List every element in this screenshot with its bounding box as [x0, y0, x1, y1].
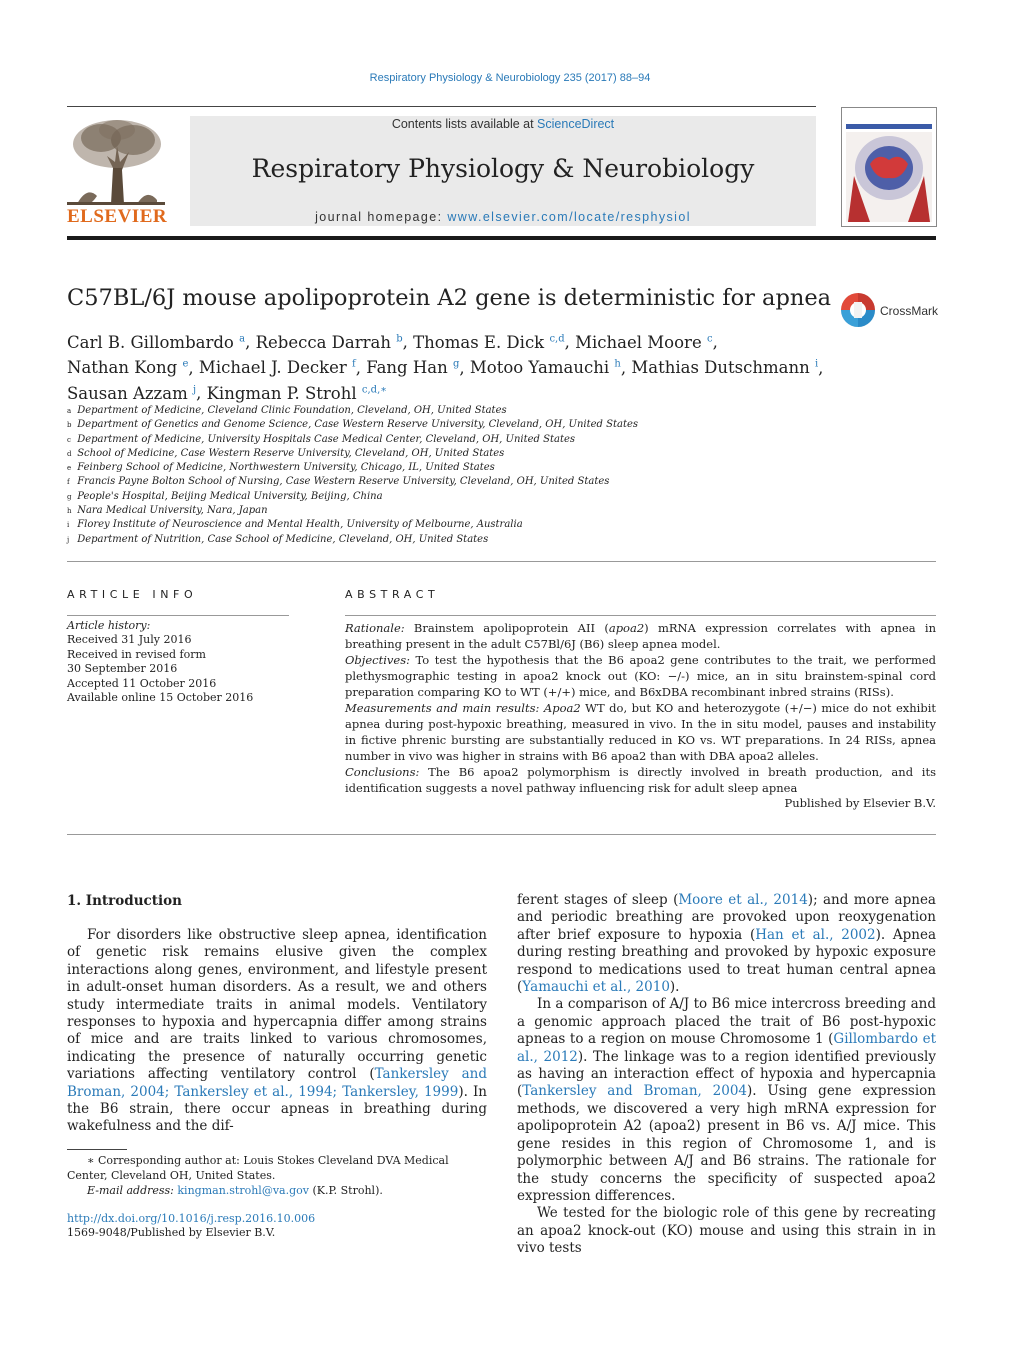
- crossmark-badge[interactable]: [840, 290, 940, 330]
- author[interactable]: Thomas E. Dick $^{c,d}$: [413, 332, 565, 352]
- history-item: Received in revised form: [67, 647, 206, 661]
- author[interactable]: Mathias Dutschmann $^i$: [631, 358, 819, 377]
- paragraph: In a comparison of A/J to B6 mice intercross breeding and a genomic approach placed the trait of B6 post-hypoxic apneas to a region on mouse Chromosome 1 (Gillombardo et al., 2012). The linkage was to a region identified previously as having an interaction effect of hypoxia and hypercapnia (Tankersley and Broman, 2004). Using gene expression methods, we discovered a very high mRNA expression for apolipoprotein A2 (apoa2) present in B6 vs. A/J mice. This gene resides in this region of Chromosome 1, and is polymorphic between A/J and B6 strains. The rationale for the study concerns the specificity of suspected apoa2 expression differences.: [517, 996, 936, 1204]
- affiliation: i Florey Institute of Neuroscience and Mental Health, University of Melbourne, Australia: [67, 519, 523, 531]
- affiliation: g People's Hospital, Beijing Medical University, Beijing, China: [67, 490, 383, 502]
- affiliation: c Department of Medicine, University Hospitals Case Medical Center, Cleveland, OH, United States: [67, 433, 576, 445]
- citation-link[interactable]: Tankersley and Broman, 2004; Tankersley et al., 1994; Tankersley, 1999: [67, 1066, 487, 1100]
- homepage-prefix: journal homepage:: [315, 210, 448, 224]
- footnote-rule: [67, 1149, 127, 1150]
- history-label: Article history:: [67, 619, 151, 632]
- published-by: Published by Elsevier B.V.: [784, 796, 936, 810]
- citation-link[interactable]: Han et al., 2002: [755, 926, 876, 943]
- doi-link[interactable]: http://dx.doi.org/10.1016/j.resp.2016.10.006: [67, 1212, 316, 1225]
- homepage-link[interactable]: www.elsevier.com/locate/resphysiol: [447, 210, 691, 224]
- affiliation: h Nara Medical University, Nara, Japan: [67, 505, 268, 517]
- history-item: Received 31 July 2016: [67, 633, 192, 647]
- abstract-rationale: Rationale: Brainstem apolipoprotein AII (apoa2) mRNA expression correlates with apnea in breathing present in the adult C57Bl/6J (B6) sleep apnea model.: [345, 621, 936, 651]
- elsevier-wordmark: ELSEVIER: [67, 206, 168, 227]
- paragraph: We tested for the biologic role of this gene by recreating an apoa2 knock-out (KO) mouse and using this strain in in vivo tests: [517, 1205, 936, 1257]
- header-top-rule: [67, 106, 816, 107]
- article-history: [67, 619, 297, 705]
- right-column-text: [517, 892, 936, 1258]
- corresponding-author: ∗ Corresponding author at: Louis Stokes Cleveland DVA Medical Center, Cleveland OH, United States.: [67, 1154, 449, 1182]
- citation-link[interactable]: Moore et al., 2014: [678, 892, 808, 908]
- author[interactable]: Motoo Yamauchi $^h$: [469, 358, 621, 377]
- article-info-rule: [67, 615, 289, 616]
- crossmark-label: CrossMark: [880, 304, 939, 318]
- article-title: C57BL/6J mouse apolipoprotein A2 gene is deterministic for apnea: [67, 285, 832, 311]
- abstract-conclusions: Conclusions: The B6 apoa2 polymorphism is directly involved in breath production, and its identification suggests a novel pathway influencing risk for adult sleep apnea: [345, 765, 936, 795]
- affiliation-list: [67, 404, 827, 547]
- affiliation: j Department of Nutrition, Case School of Medicine, Cleveland, OH, United States: [67, 533, 489, 545]
- journal-citation[interactable]: Respiratory Physiology & Neurobiology 235 (2017) 88–94: [369, 72, 651, 84]
- journal-cover-thumbnail[interactable]: [841, 107, 937, 227]
- left-column-text: [67, 927, 487, 1136]
- author[interactable]: Carl B. Gillombardo $^a$: [67, 332, 246, 352]
- history-item: Accepted 11 October 2016: [67, 676, 217, 690]
- issn-line: 1569-9048/Published by Elsevier B.V.: [67, 1226, 276, 1239]
- abstract-heading: ABSTRACT: [345, 588, 440, 601]
- section-divider: [67, 561, 936, 562]
- email-line: E-mail address: kingman.strohl@va.gov (K.P. Strohl).: [87, 1184, 383, 1197]
- introduction-heading: 1. Introduction: [67, 893, 182, 909]
- citation-link[interactable]: Yamauchi et al., 2010: [522, 979, 670, 996]
- author[interactable]: Michael Moore $^c$: [575, 332, 713, 352]
- author[interactable]: Nathan Kong $^e$: [67, 358, 189, 377]
- abstract-objectives: Objectives: To test the hypothesis that the B6 apoa2 gene contributes to the trait, we performed plethysmographic testing in apoa2 knock out (KO: −/-) mice, an in situ brainstem-spinal cord preparation comparing KO to WT (+/+) mice, and B6xDBA recombinant inbred strains (RISs).: [345, 653, 936, 699]
- author[interactable]: Sausan Azzam $^j$: [67, 383, 197, 403]
- contents-prefix: Contents lists available at: [391, 117, 538, 131]
- affiliation: b Department of Genetics and Genome Science, Case Western Reserve University, Cleveland, OH, United States: [67, 419, 639, 431]
- author-list: Carl B. Gillombardo $^a$, Rebecca Darrah $^b$, Thomas E. Dick $^{c,d}$, Michael Moore $^c$, Nathan Kong $^e$, Michael J. Decker $^f$, Fang Han $^g$, Motoo Yamauchi $^h$, Mathias Dutschmann $^i$, Sausan Azzam $^j$, Kingman P. Strohl $^{c,d,∗}$: [67, 332, 824, 403]
- elsevier-tree-icon: [67, 116, 165, 208]
- author[interactable]: Fang Han $^g$: [366, 358, 460, 377]
- author[interactable]: Kingman P. Strohl $^{c,d,∗}$: [206, 383, 388, 403]
- journal-cover-icon: [842, 108, 936, 226]
- elsevier-logo[interactable]: [67, 116, 168, 228]
- header-thick-rule: [67, 236, 936, 240]
- author[interactable]: Michael J. Decker $^f$: [198, 358, 356, 377]
- homepage-line: [190, 210, 816, 224]
- sciencedirect-link[interactable]: ScienceDirect: [537, 117, 615, 131]
- email-link[interactable]: kingman.strohl@va.gov: [177, 1184, 309, 1197]
- abstract-rule: [345, 615, 936, 616]
- section-divider: [67, 834, 936, 835]
- history-item: Available online 15 October 2016: [67, 691, 254, 705]
- affiliation: f Francis Payne Bolton School of Nursing, Case Western Reserve University, Cleveland, OH, United States: [67, 476, 610, 488]
- citation-link[interactable]: Gillombardo et al., 2012: [517, 1031, 936, 1065]
- citation-link[interactable]: Tankersley and Broman, 2004: [522, 1083, 748, 1100]
- paragraph: ferent stages of sleep (Moore et al., 2014); and more apnea and periodic breathing are provoked upon reoxygenation after brief exposure to hypoxia (Han et al., 2002). Apnea during resting breathing and provoked by hypoxic exposure respond to medications used to treat human central apnea (Yamauchi et al., 2010).: [517, 892, 936, 996]
- history-item: 30 September 2016: [67, 662, 178, 676]
- affiliation: a Department of Medicine, Cleveland Clinic Foundation, Cleveland, OH, United States: [67, 405, 507, 416]
- paragraph: For disorders like obstructive sleep apnea, identification of genetic risk remains elusive given the complex interactions along genes, environment, and lifestyle present in adult-onset human disorders. As a result, we and others study intermediate traits in animal models. Ventilatory responses to hypoxia and hypercapnia differ among strains of mice and are traits linked to various chromosomes, indicating the presence of naturally occurring genetic variations affecting ventilatory control (Tankersley and Broman, 2004; Tankersley et al., 1994; Tankersley, 1999). In the B6 strain, there occur apneas in breathing during wakefulness and the dif-: [67, 927, 487, 1135]
- contents-line: [190, 117, 816, 131]
- affiliation: e Feinberg School of Medicine, Northwestern University, Chicago, IL, United States: [67, 462, 495, 474]
- journal-title: Respiratory Physiology & Neurobiology: [251, 154, 755, 183]
- corresponding-author-footnote: [67, 1153, 487, 1198]
- abstract-body: [345, 620, 936, 796]
- author[interactable]: Rebecca Darrah $^b$: [255, 332, 403, 352]
- affiliation: d School of Medicine, Case Western Reserve University, Cleveland, OH, United States: [67, 447, 505, 459]
- article-info-heading: ARTICLE INFO: [67, 588, 198, 601]
- abstract-measurements: Measurements and main results: Apoa2 WT do, but KO and heterozygote (+/−) mice do not exhibit apnea during post-hypoxic breathing, measured in vivo. In the in situ model, pauses and instability in fictive phrenic bursting are substantially reduced in KO vs. WT preparations. In 24 RISs, apnea number in vivo was higher in strains with B6 apoa2 than with DBA apoa2 alleles.: [345, 701, 937, 763]
